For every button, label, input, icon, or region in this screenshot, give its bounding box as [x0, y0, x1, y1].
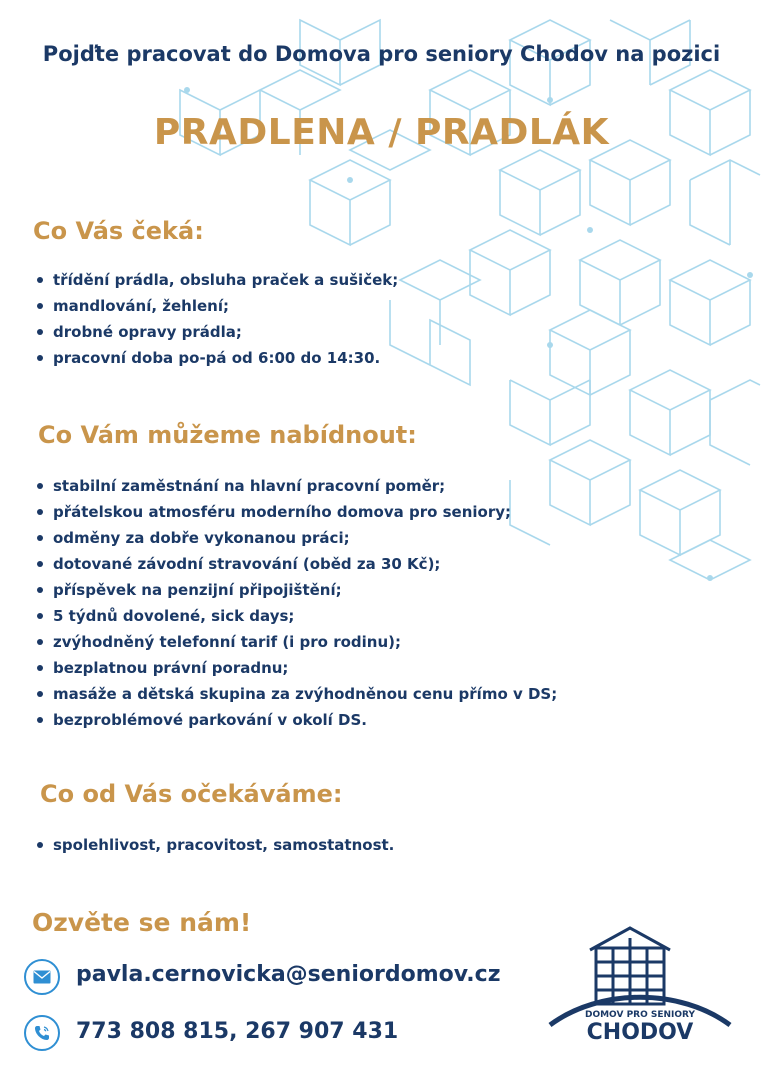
- require-list: [33, 832, 394, 858]
- headline: Pojďte pracovat do Domova pro seniory Chodov na pozici: [42, 42, 721, 66]
- email-link[interactable]: pavla.cernovicka@seniordomov.cz: [76, 962, 501, 987]
- section-title-offer: Co Vám můžeme nabídnout:: [38, 421, 417, 449]
- list-item: mandlování, žehlení;: [33, 293, 398, 319]
- list-item: bezproblémové parkování v okolí DS.: [33, 707, 557, 733]
- expect-list: [33, 267, 398, 371]
- offer-list: [33, 473, 557, 733]
- phone-icon: [24, 1015, 60, 1051]
- list-item: dotované závodní stravování (oběd za 30 Kč);: [33, 551, 557, 577]
- list-item: přátelskou atmosféru moderního domova pro seniory;: [33, 499, 557, 525]
- list-item: stabilní zaměstnání na hlavní pracovní poměr;: [33, 473, 557, 499]
- list-item: pracovní doba po-pá od 6:00 do 14:30.: [33, 345, 398, 371]
- logo: [540, 920, 740, 1050]
- section-title-require: Co od Vás očekáváme:: [40, 780, 343, 808]
- envelope-icon: [24, 959, 60, 995]
- contact-title: Ozvěte se nám!: [32, 908, 252, 937]
- phone-link[interactable]: 773 808 815, 267 907 431: [76, 1019, 399, 1044]
- list-item: spolehlivost, pracovitost, samostatnost.: [33, 832, 394, 858]
- list-item: zvýhodněný telefonní tarif (i pro rodinu);: [33, 629, 557, 655]
- logo-name: CHODOV: [586, 1020, 694, 1045]
- list-item: 5 týdnů dovolené, sick days;: [33, 603, 557, 629]
- job-title: PRADLENA / PRADLÁK: [153, 112, 610, 153]
- list-item: třídění prádla, obsluha praček a sušiček;: [33, 267, 398, 293]
- section-title-expect: Co Vás čeká:: [33, 217, 204, 245]
- list-item: odměny za dobře vykonanou práci;: [33, 525, 557, 551]
- list-item: příspěvek na penzijní připojištění;: [33, 577, 557, 603]
- list-item: bezplatnou právní poradnu;: [33, 655, 557, 681]
- list-item: masáže a dětská skupina za zvýhodněnou cenu přímo v DS;: [33, 681, 557, 707]
- list-item: drobné opravy prádla;: [33, 319, 398, 345]
- logo-subtitle: DOMOV PRO SENIORY: [584, 1010, 695, 1020]
